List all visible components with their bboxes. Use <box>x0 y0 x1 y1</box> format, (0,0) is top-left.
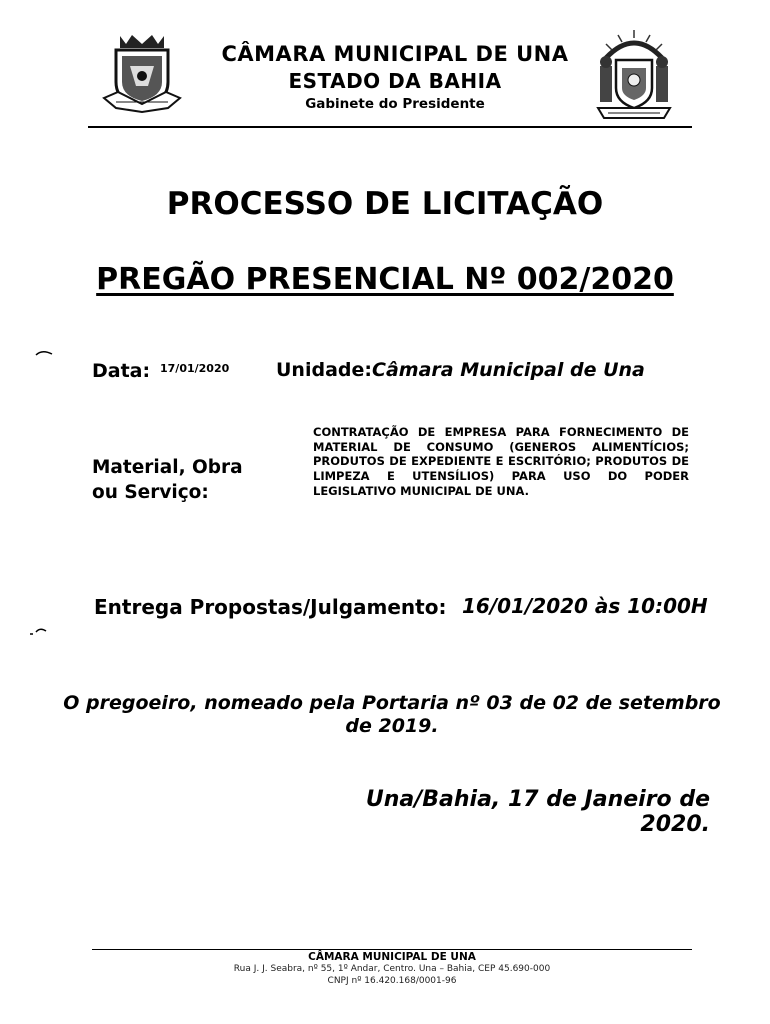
municipal-coat-of-arms-icon <box>102 32 182 114</box>
auctioneer-line1: O pregoeiro, nomeado pela Portaria nº 03 de 02 de setembro <box>63 692 721 714</box>
auctioneer-statement <box>62 692 722 738</box>
header-divider <box>88 126 692 128</box>
unit-label: Unidade: <box>276 359 372 381</box>
place-date: Una/Bahia, 17 de Janeiro de 2020. <box>365 787 710 837</box>
bahia-state-coat-of-arms-icon <box>592 28 676 122</box>
footer-cnpj: CNPJ nº 16.420.168/0001-96 <box>327 976 457 986</box>
footer-divider <box>92 949 692 950</box>
material-label <box>92 455 243 505</box>
state-name: ESTADO DA BAHIA <box>288 69 502 93</box>
document-subtitle: PREGÃO PRESENCIAL Nº 002/2020 <box>96 262 674 297</box>
date-value: 17/01/2020 <box>160 362 230 375</box>
scan-mark <box>28 626 48 636</box>
document-title: PROCESSO DE LICITAÇÃO <box>166 186 604 222</box>
date-label: Data: <box>92 360 151 382</box>
delivery-value: 16/01/2020 às 10:00H <box>462 594 708 618</box>
material-label-line1: Material, Obra <box>92 457 243 478</box>
footer-address: Rua J. J. Seabra, nº 55, 1º Andar, Centro. Una – Bahia, CEP 45.690-000 <box>233 964 551 974</box>
scan-mark <box>34 348 54 358</box>
delivery-label: Entrega Propostas/Julgamento: <box>94 595 447 619</box>
institution-name: CÂMARA MUNICIPAL DE UNA <box>221 42 569 66</box>
unit-value: Câmara Municipal de Una <box>372 359 645 381</box>
office-name: Gabinete do Presidente <box>305 96 485 112</box>
auctioneer-line2: de 2019. <box>345 715 439 737</box>
footer-institution: CÂMARA MUNICIPAL DE UNA <box>308 951 476 963</box>
material-label-line2: ou Serviço: <box>92 482 209 503</box>
material-description: CONTRATAÇÃO DE EMPRESA PARA FORNECIMENTO DE MATERIAL DE CONSUMO (GENEROS ALIMENTÍCIOS; PRODUTOS DE EXPEDIENTE E ESCRITÓRIO; PRODUTOS DE LIMPEZA E UTENSÍLIOS) PARA USO DO PODER LEGISLATIVO MUNICIPAL DE UNA. <box>313 425 689 498</box>
